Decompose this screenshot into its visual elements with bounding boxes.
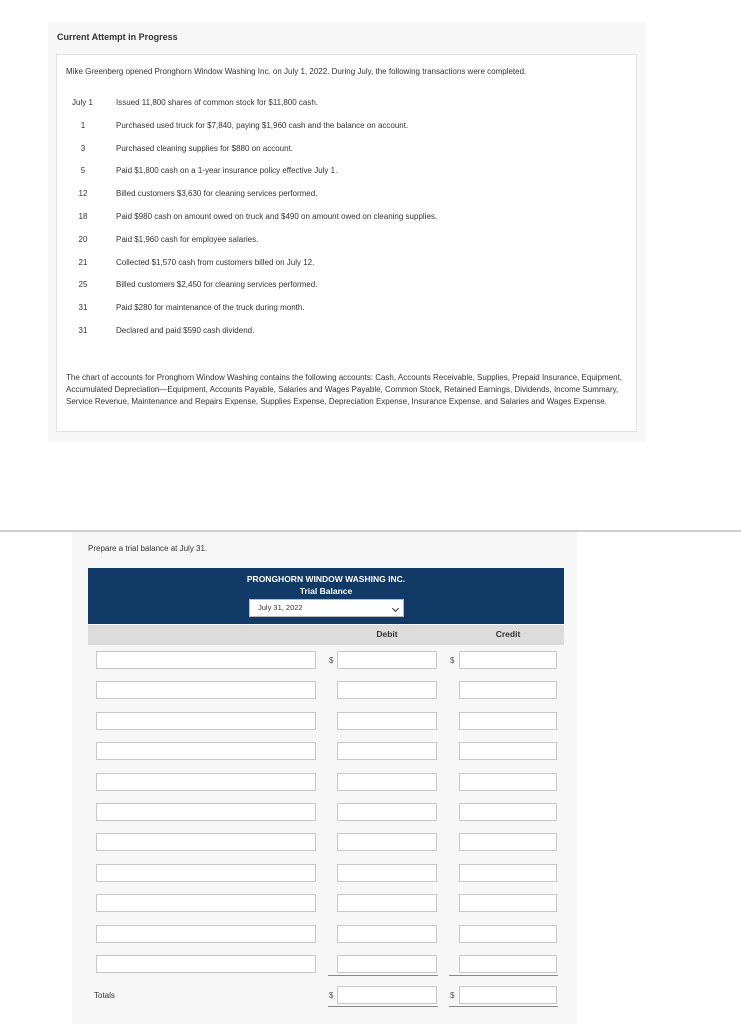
account-name-input[interactable] [96,864,316,882]
credit-column-header: Credit [495,629,521,639]
transaction-date: 5 [80,166,86,176]
credit-amount-input[interactable] [459,742,557,760]
transaction-description: Billed customers $2,450 for cleaning services performed. [116,280,318,290]
transaction-date: 20 [78,234,88,244]
credit-amount-input[interactable] [459,803,557,821]
transaction-description: Collected $1,570 cash from customers billed on July 12. [116,257,315,267]
debit-amount-input[interactable] [337,864,437,882]
debit-subtotal-rule [328,975,438,976]
date-dropdown-value: July 31, 2022 [258,603,303,612]
credit-amount-input[interactable] [459,651,557,669]
transaction-description: Declared and paid $590 cash dividend. [116,326,255,335]
transaction-description: Paid $1,960 cash for employee salaries. [116,234,259,244]
credit-amount-input[interactable] [459,864,557,882]
transaction-date: 12 [78,189,88,199]
company-name: PRONGHORN WINDOW WASHING INC. [246,574,406,584]
account-name-input[interactable] [96,894,316,912]
question-prompt: Prepare a trial balance at July 31. [88,544,208,553]
totals-credit-currency: $ [450,991,455,1000]
debit-amount-input[interactable] [337,803,437,821]
account-name-input[interactable] [96,833,316,851]
problem-intro: Mike Greenberg opened Pronghorn Window Washing Inc. on July 1, 2022. During July, the following transactions were completed. [66,67,527,76]
transaction-date: July 1 [72,98,93,107]
account-name-input[interactable] [96,773,316,791]
debit-amount-input[interactable] [337,712,437,730]
transaction-date: 21 [78,257,88,267]
credit-amount-input[interactable] [459,833,557,851]
debit-amount-input[interactable] [337,894,437,912]
account-name-input[interactable] [96,803,316,821]
chart-of-accounts-note: The chart of accounts for Pronghorn Window Washing contains the following accounts: Cash, Accounts Receivable, Supplies, Prepaid Insurance, Equipment, Accumulated Depreciation—Equipment, Accounts Payable, Salaries and Wages Payable, Common Stock, Retained Earnings, Dividends, Income Summary, Service Revenue, Maintenance and Repairs Expense, Supplies Expense, Depreciation Expense, Insurance Expense, and Salaries and Wages Expense. [66,373,623,406]
credit-amount-input[interactable] [459,925,557,943]
credit-amount-input[interactable] [459,955,557,973]
credit-amount-input[interactable] [459,773,557,791]
transaction-date: 25 [78,280,88,290]
date-dropdown[interactable] [249,599,404,617]
debit-amount-input[interactable] [337,925,437,943]
credit-amount-input[interactable] [459,712,557,730]
transaction-description: Issued 11,800 shares of common stock for $11,800 cash. [116,98,319,107]
account-name-input[interactable] [96,681,316,699]
transaction-description: Paid $280 for maintenance of the truck during month. [116,303,305,313]
debit-currency: $ [329,656,334,665]
debit-amount-input[interactable] [337,681,437,699]
chevron-down-icon [392,605,399,612]
transaction-description: Paid $1,800 cash on a 1-year insurance policy effective July 1. [116,166,338,176]
account-name-input[interactable] [96,651,316,669]
account-name-input[interactable] [96,955,316,973]
debit-amount-input[interactable] [337,651,437,669]
credit-subtotal-rule [449,975,558,976]
transaction-date: 18 [78,212,88,221]
debit-amount-input[interactable] [337,955,437,973]
totals-credit-input[interactable] [459,986,557,1004]
credit-amount-input[interactable] [459,681,557,699]
debit-column-header: Debit [376,629,398,639]
totals-debit-currency: $ [329,991,334,1000]
transaction-date: 31 [78,303,88,313]
credit-total-double-rule [449,1006,558,1007]
transaction-date: 3 [80,143,86,153]
debit-amount-input[interactable] [337,742,437,760]
transaction-date: 1 [80,120,86,130]
transaction-description: Purchased cleaning supplies for $880 on account. [116,143,294,153]
account-name-input[interactable] [96,742,316,760]
transaction-date: 31 [78,326,88,335]
transaction-description: Purchased used truck for $7,840, paying $1,960 cash and the balance on account. [116,120,409,130]
statement-title: Trial Balance [299,586,353,596]
account-name-input[interactable] [96,712,316,730]
totals-label: Totals [94,991,115,1000]
transaction-description: Paid $980 cash on amount owed on truck and $490 on amount owed on cleaning supplies. [116,212,438,221]
debit-amount-input[interactable] [337,773,437,791]
debit-amount-input[interactable] [337,833,437,851]
account-name-input[interactable] [96,925,316,943]
credit-currency: $ [450,656,455,665]
transaction-description: Billed customers $3,630 for cleaning services performed. [116,189,318,199]
debit-total-double-rule [328,1006,438,1007]
totals-debit-input[interactable] [337,986,437,1004]
credit-amount-input[interactable] [459,894,557,912]
attempt-title: Current Attempt in Progress [57,32,178,42]
